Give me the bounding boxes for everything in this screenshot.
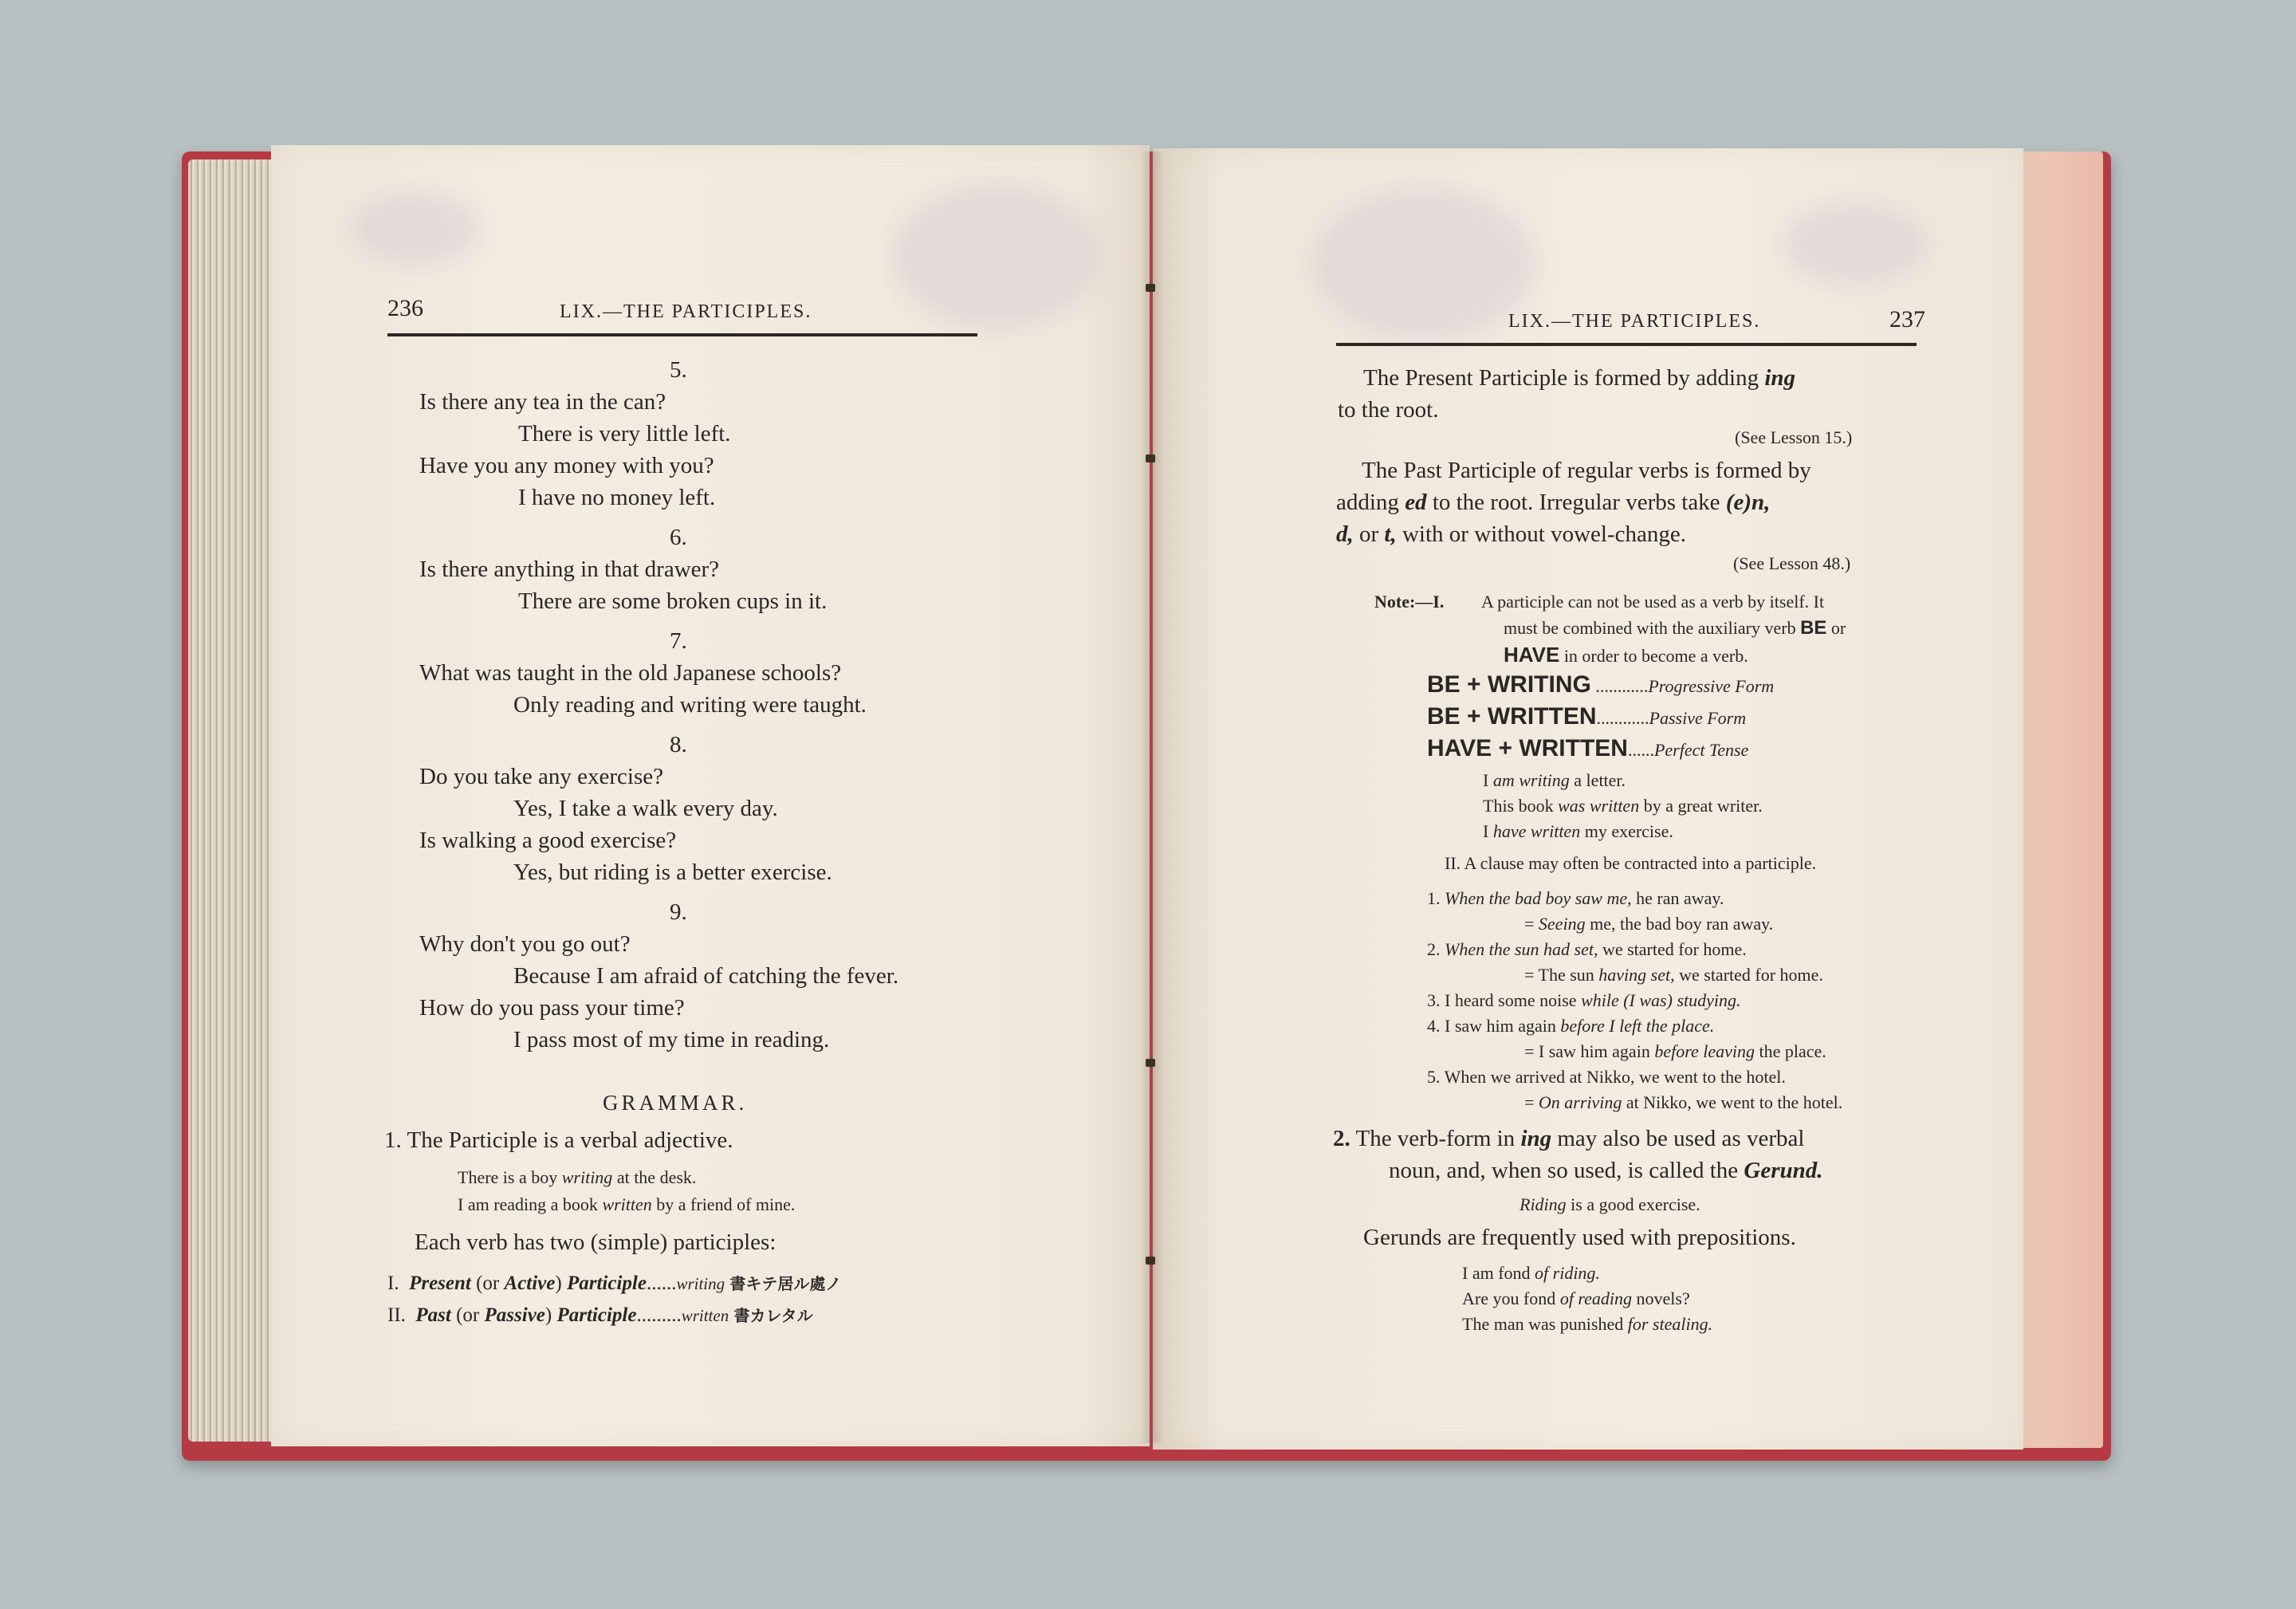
answer: There is very little left. [518, 421, 731, 447]
clause-example: 2. When the sun had set, we started for home. [1427, 939, 1747, 959]
paragraph: Each verb has two (simple) participles: [415, 1229, 776, 1255]
left-page-edges [188, 159, 284, 1442]
page-number: 237 [1889, 306, 1925, 332]
participle-entry: II. Past (or Passive) Participle.........written 書カレタル [387, 1304, 813, 1326]
question: Why don't you go out? [419, 931, 631, 957]
clause-example: 5. When we arrived at Nikko, we went to the hotel. [1427, 1067, 1786, 1087]
note-text: HAVE in order to become a verb. [1504, 643, 1748, 667]
grammar-heading: GRAMMAR. [603, 1091, 748, 1115]
ink-stain [893, 185, 1100, 328]
binding-stitch [1146, 1059, 1155, 1067]
cross-reference: (See Lesson 48.) [1733, 553, 1851, 573]
question: How do you pass your time? [419, 995, 685, 1021]
cross-reference: (See Lesson 15.) [1735, 427, 1853, 447]
participle-entry: I. Present (or Active) Participle......writing 書キテ居ル處ノ [387, 1273, 842, 1294]
question: Have you any money with you? [419, 453, 714, 478]
answer: Yes, I take a walk every day. [513, 796, 778, 821]
paragraph: d, or t, with or without vowel-change. [1336, 521, 1686, 547]
verb-form-row: BE + WRITTEN............Passive Form [1427, 703, 1747, 730]
grammar-rule: 1. The Participle is a verbal adjective. [384, 1127, 733, 1153]
verb-form-row: BE + WRITING ............Progressive Form [1427, 671, 1775, 698]
answer: I have no money left. [518, 485, 716, 510]
paragraph: adding ed to the root. Irregular verbs take (e)n, [1336, 490, 1771, 515]
clause-example: 3. I heard some noise while (I was) studying. [1427, 990, 1741, 1010]
item-number: 9. [670, 899, 687, 925]
clause-example: = The sun having set, we started for home. [1524, 965, 1823, 985]
header-rule [387, 333, 977, 336]
example-sentence: I am reading a book written by a friend of mine. [458, 1194, 796, 1214]
ink-stain [351, 193, 478, 265]
running-header: LIX.—THE PARTICIPLES. [560, 301, 812, 322]
paragraph: Gerunds are frequently used with prepositions. [1363, 1225, 1796, 1250]
question: Is there anything in that drawer? [419, 557, 720, 582]
ink-stain [1312, 188, 1535, 340]
answer: I pass most of my time in reading. [513, 1027, 830, 1052]
clause-example: = Seeing me, the bad boy ran away. [1524, 914, 1774, 934]
paragraph: The Past Participle of regular verbs is formed by [1362, 458, 1811, 483]
right-page [1153, 148, 2023, 1450]
example-sentence: I am writing a letter. [1483, 770, 1626, 790]
question: Is walking a good exercise? [419, 828, 677, 853]
clause-example: = On arriving at Nikko, we went to the hotel. [1524, 1092, 1843, 1112]
question: Do you take any exercise? [419, 764, 663, 789]
item-number: 5. [670, 357, 687, 383]
paragraph: The Present Participle is formed by adding ing [1363, 365, 1796, 391]
clause-example: = I saw him again before leaving the place. [1524, 1041, 1826, 1061]
clause-example: 4. I saw him again before I left the place. [1427, 1016, 1715, 1036]
grammar-rule: noun, and, when so used, is called the Gerund. [1389, 1158, 1823, 1183]
running-header: LIX.—THE PARTICIPLES. [1508, 311, 1761, 332]
answer: Yes, but riding is a better exercise. [513, 860, 832, 885]
example-sentence: I am fond of riding. [1462, 1263, 1600, 1283]
question: What was taught in the old Japanese schools? [419, 660, 842, 686]
binding-stitch [1146, 284, 1155, 292]
page-number: 236 [387, 295, 423, 321]
binding-stitch [1146, 1257, 1155, 1265]
example-sentence: Riding is a good exercise. [1520, 1194, 1700, 1214]
binding-stitch [1146, 454, 1155, 462]
item-number: 6. [670, 525, 687, 550]
item-number: 8. [670, 732, 687, 757]
question: Is there any tea in the can? [419, 389, 666, 415]
verb-form-row: HAVE + WRITTEN......Perfect Tense [1427, 735, 1749, 761]
example-sentence: Are you fond of reading novels? [1462, 1288, 1690, 1308]
paragraph: to the root. [1338, 397, 1439, 423]
note-text: must be combined with the auxiliary verb BE or [1504, 617, 1846, 639]
example-sentence: There is a boy writing at the desk. [458, 1167, 697, 1187]
answer: Only reading and writing were taught. [513, 692, 867, 718]
answer: Because I am afraid of catching the fever. [513, 963, 899, 989]
note-text: II. A clause may often be contracted into a participle. [1445, 853, 1817, 873]
book-gutter [1140, 151, 1164, 1443]
example-sentence: This book was written by a great writer. [1483, 796, 1763, 816]
grammar-rule: 2. The verb-form in ing may also be used as verbal [1333, 1126, 1805, 1151]
ink-stain [1783, 204, 1926, 284]
left-page [271, 145, 1150, 1446]
answer: There are some broken cups in it. [518, 588, 828, 614]
clause-example: 1. When the bad boy saw me, he ran away. [1427, 888, 1724, 908]
example-sentence: The man was punished for stealing. [1462, 1314, 1713, 1334]
header-rule [1336, 343, 1917, 346]
note-label: Note:—I. [1374, 592, 1445, 612]
example-sentence: I have written my exercise. [1483, 821, 1673, 841]
note-text: A participle can not be used as a verb by itself. It [1481, 592, 1825, 612]
item-number: 7. [670, 628, 687, 654]
